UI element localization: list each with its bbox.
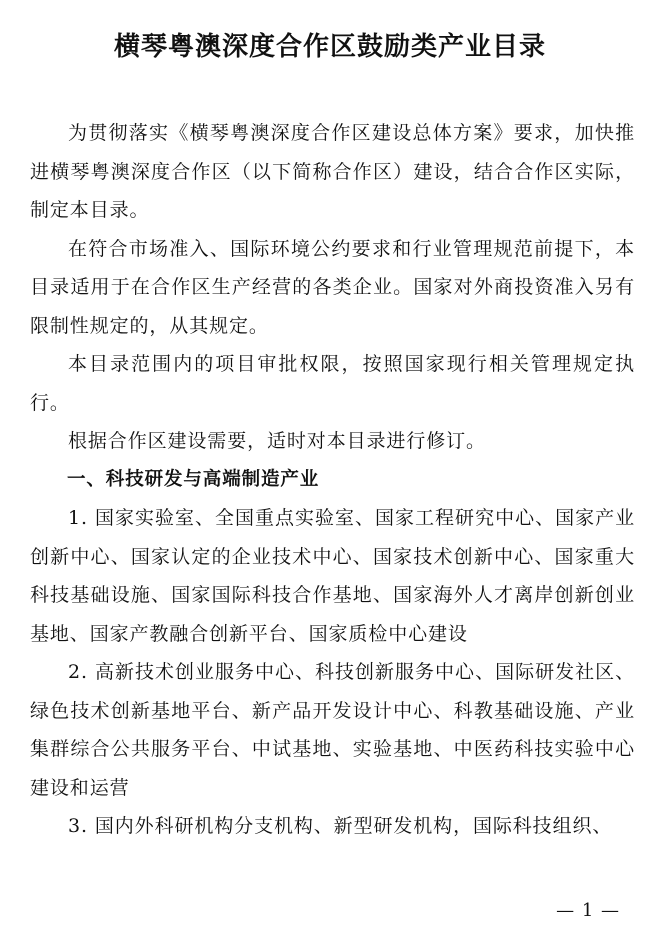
document-body [30,114,635,846]
document-title: 横琴粤澳深度合作区鼓励类产业目录 [113,32,546,62]
list-item: 3. 国内外科研机构分支机构、新型研发机构，国际科技组织、 [68,815,613,837]
revision-paragraph: 根据合作区建设需要，适时对本目录进行修订。 [68,430,486,452]
page-number: — 1 — [556,900,620,921]
approval-paragraph: 本目录范围内的项目审批权限，按照国家现行相关管理规定执行。 [30,353,635,414]
list-item: 1. 国家实验室、全国重点实验室、国家工程研究中心、国家产业创新中心、国家认定的企业技术中心、国家技术创新中心、国家重大科技基础设施、国家国际科技合作基地、国家海外人才离岸创新创业基地、国家产教融合创新平台、国家质检中心建设 [30,507,635,645]
scope-paragraph: 在符合市场准入、国际环境公约要求和行业管理规范前提下，本目录适用于在合作区生产经营的各类企业。国家对外商投资准入另有限制性规定的，从其规定。 [30,237,635,337]
intro-paragraph: 为贯彻落实《横琴粤澳深度合作区建设总体方案》要求，加快推进横琴粤澳深度合作区（以下简称合作区）建设，结合合作区实际，制定本目录。 [30,122,635,221]
section-heading: 一、科技研发与高端制造产业 [67,468,320,490]
list-item: 2. 高新技术创业服务中心、科技创新服务中心、国际研发社区、绿色技术创新基地平台、新产品开发设计中心、科教基础设施、产业集群综合公共服务平台、中试基地、实验基地、中医药科技实验中心建设和运营 [30,661,635,799]
